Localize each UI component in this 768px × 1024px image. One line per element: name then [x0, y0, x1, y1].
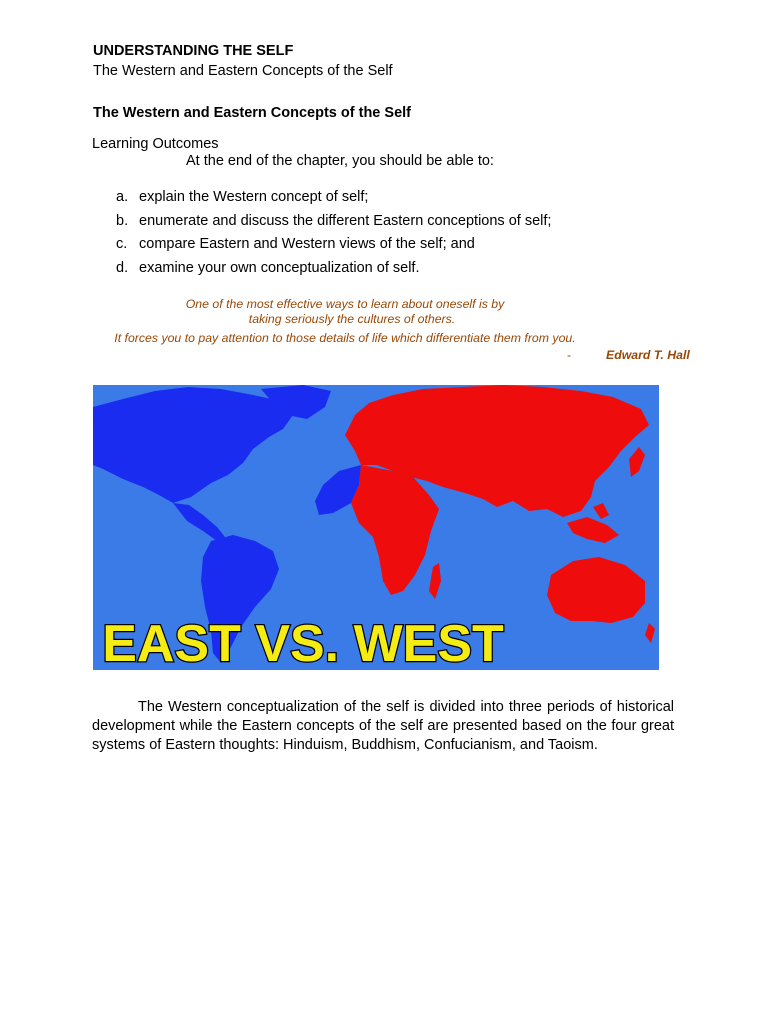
- learning-outcomes-list: [116, 189, 551, 283]
- body-paragraph: The Western conceptualization of the self is divided into three periods of historical development while the Eastern concepts of the self are presented based on the four great systems of Eastern thoughts: Hinduism, Buddhism, Confucianism, and Taoism.: [92, 699, 674, 753]
- document-title: UNDERSTANDING THE SELF: [93, 43, 294, 59]
- list-item: [116, 213, 551, 237]
- list-item-text: explain the Western concept of self;: [139, 189, 369, 205]
- list-item: [116, 236, 551, 260]
- section-heading: The Western and Eastern Concepts of the Self: [93, 105, 411, 121]
- map-caption: EAST VS. WEST: [102, 615, 504, 670]
- list-marker: d.: [116, 259, 129, 276]
- list-item-text: compare Eastern and Western views of the self; and: [139, 236, 475, 252]
- list-item-text: examine your own conceptualization of self.: [139, 259, 420, 276]
- east-vs-west-map-image: [93, 385, 659, 670]
- quote-line-3: It forces you to pay attention to those details of life which differentiate them from you.: [114, 331, 576, 345]
- list-marker: a.: [116, 189, 129, 205]
- quote-line-1: One of the most effective ways to learn about oneself is by: [185, 297, 505, 311]
- learning-outcomes-heading: Learning Outcomes: [92, 136, 219, 152]
- quote-dash: -: [567, 348, 572, 362]
- learning-outcomes-intro: At the end of the chapter, you should be able to:: [186, 153, 494, 169]
- quote-line-2: taking seriously the cultures of others.: [248, 312, 456, 326]
- list-item: [116, 260, 551, 284]
- list-item: [116, 189, 551, 213]
- list-marker: b.: [116, 212, 129, 229]
- document-subtitle: The Western and Eastern Concepts of the Self: [93, 63, 393, 79]
- quote-author: Edward T. Hall: [606, 348, 690, 362]
- list-item-text: enumerate and discuss the different Eastern conceptions of self;: [139, 212, 552, 229]
- list-marker: c.: [116, 236, 128, 252]
